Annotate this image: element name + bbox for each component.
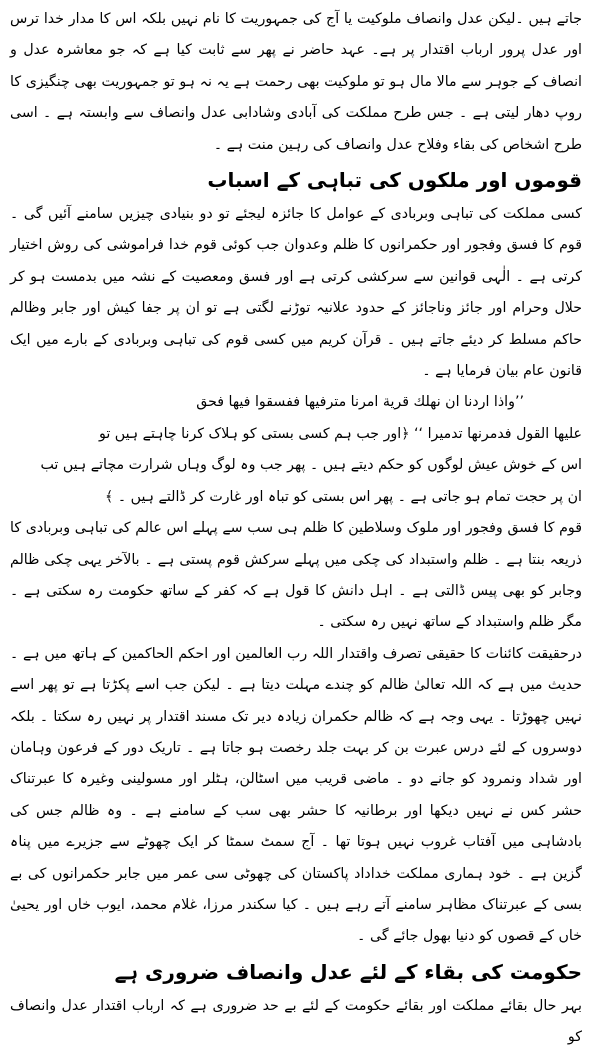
section-heading-causes-of-destruction: قوموں اور ملکوں کی تباہی کے اسباب: [207, 168, 582, 193]
section-1-paragraph-1: کسی مملکت کی تباہی وبربادی کے عوامل کا جائزہ لیجئے تو دو بنیادی چیزیں سامنے آئیں گی ۔ قوم کا فسق وفجور اور حکمرانوں کا ظلم وعدوان جب کوئی قوم خدا فراموشی کی روش اختیار کرتی ہے ۔ الٰہی قوانین سے سرکشی کرتی ہے اور فسق ومعصیت کے نشہ میں بدمست ہو کر حلال وحرام اور جائز وناجائز کے حدود علانیہ توڑنے لگتی ہے تو ان پر جفا کیش اور جابر وظالم حاکم مسلط کر دیئے جاتے ہیں ۔ قرآن کریم میں کسی قوم کی تباہی وبربادی کے بارے میں ایک قانون عام بیان فرمایا ہے ۔: [10, 206, 582, 380]
section-heading-justice-necessary: حکومت کی بقاء کے لئے عدل وانصاف ضروری ہے: [114, 959, 582, 984]
quote-arabic-line: ’’واذا اردنا ان نهلك قرية امرنا مترفيها ففسقوا فيها فحق: [196, 394, 524, 411]
quote-line: ان پر حجت تمام ہو جاتی ہے ۔ پھر اس بستی کو تباہ اور غارت کر ڈالتے ہیں ۔ ﴾: [105, 488, 582, 505]
quran-quote: [10, 387, 582, 513]
quote-line: عليها القول فدمرنها تدميرا ‘‘ ﴿اور جب ہم کسی بستی کو ہلاک کرنا چاہتے ہیں تو: [98, 425, 582, 442]
section-2-paragraph-1: بہر حال بقائے مملکت اور بقائے حکومت کے لئے بے حد ضروری ہے کہ ارباب اقتدار عدل وانصاف کو: [10, 997, 582, 1046]
section-1-paragraph-3: درحقیقت کائنات کا حقیقی تصرف واقتدار اللہ رب العالمین اور احکم الحاکمین کے ہاتھ میں ہے ۔ حدیث میں ہے کہ اللہ تعالیٰ ظالم کو چندے مہلت دیتا ہے ۔ لیکن جب اسے پکڑتا ہے تو پھر اسے نہیں چھوڑتا ۔ یہی وجہ ہے کہ ظالم حکمران زیادہ دیر تک مسند اقتدار پر نہیں رہ سکتا ۔ بلکہ دوسروں کے لئے درس عبرت بن کر بہت جلد رخصت ہو جاتا ہے ۔ تاریک دور کے فرعون وہامان اور شداد ونمرود کو جانے دو ۔ ماضی قریب میں اسٹالن، ہٹلر اور مسولینی وغیرہ کا عبرتناک حشر کس نے نہیں دیکھا اور برطانیہ کا حشر بھی سب کے سامنے ہے ۔ وہ ظالم جس کی بادشاہی میں آفتاب غروب نہیں ہوتا تھا ۔ آج سمٹ سمٹا کر ایک چھوٹے سے جزیرے میں پناہ گزین ہے ۔ خود ہماری مملکت خداداد پاکستان کی چھوٹی سی عمر میں جابر حکمرانوں کی بے بسی کے عبرتناک مظاہر سامنے آتے رہے ہیں ۔ کیا سکندر مرزا، غلام محمد، ایوب خاں اور یحییٰ خاں کے قصوں کو دنیا بھول جائے گی ۔: [10, 645, 582, 945]
section-1-paragraph-2: قوم کا فسق وفجور اور ملوک وسلاطین کا ظلم ہی سب سے پہلے اس عالم کی تباہی وبربادی کا ذریعہ بنتا ہے ۔ ظلم واستبداد کی چکی میں پہلے سرکش قوم پستی ہے ۔ بالآخر یہی چکی ظالم وجابر کو بھی پیس ڈالتی ہے ۔ اہل دانش کا قول ہے کہ کفر کے ساتھ حکومت رہ سکتی ہے ۔ مگر ظلم واستبداد کے ساتھ نہیں رہ سکتی ۔: [10, 520, 582, 631]
quote-line: اس کے خوش عیش لوگوں کو حکم دیتے ہیں ۔ پھر جب وہ لوگ وہاں شرارت مچاتے ہیں تب: [40, 457, 582, 474]
intro-paragraph: جاتے ہیں ۔لیکن عدل وانصاف ملوکیت یا آج کی جمہوریت کا نام نہیں بلکہ اس کا مدار خدا ترس اور عدل پرور ارباب اقتدار پر ہے۔ عہد حاضر نے پھر سے ثابت کیا ہے کہ جو معاشرہ عدل و انصاف کے جوہر سے مالا مال ہو تو ملوکیت بھی رحمت ہے یہ نہ ہو تو جمہوریت بھی چنگیزی کا روپ دھار لیتی ہے ۔ جس طرح مملکت کی آبادی وشادابی عدل وانصاف سے وابستہ ہے ۔ اسی طرح اشخاص کی بقاء وفلاح عدل وانصاف کی رہین منت ہے ۔: [10, 11, 582, 153]
